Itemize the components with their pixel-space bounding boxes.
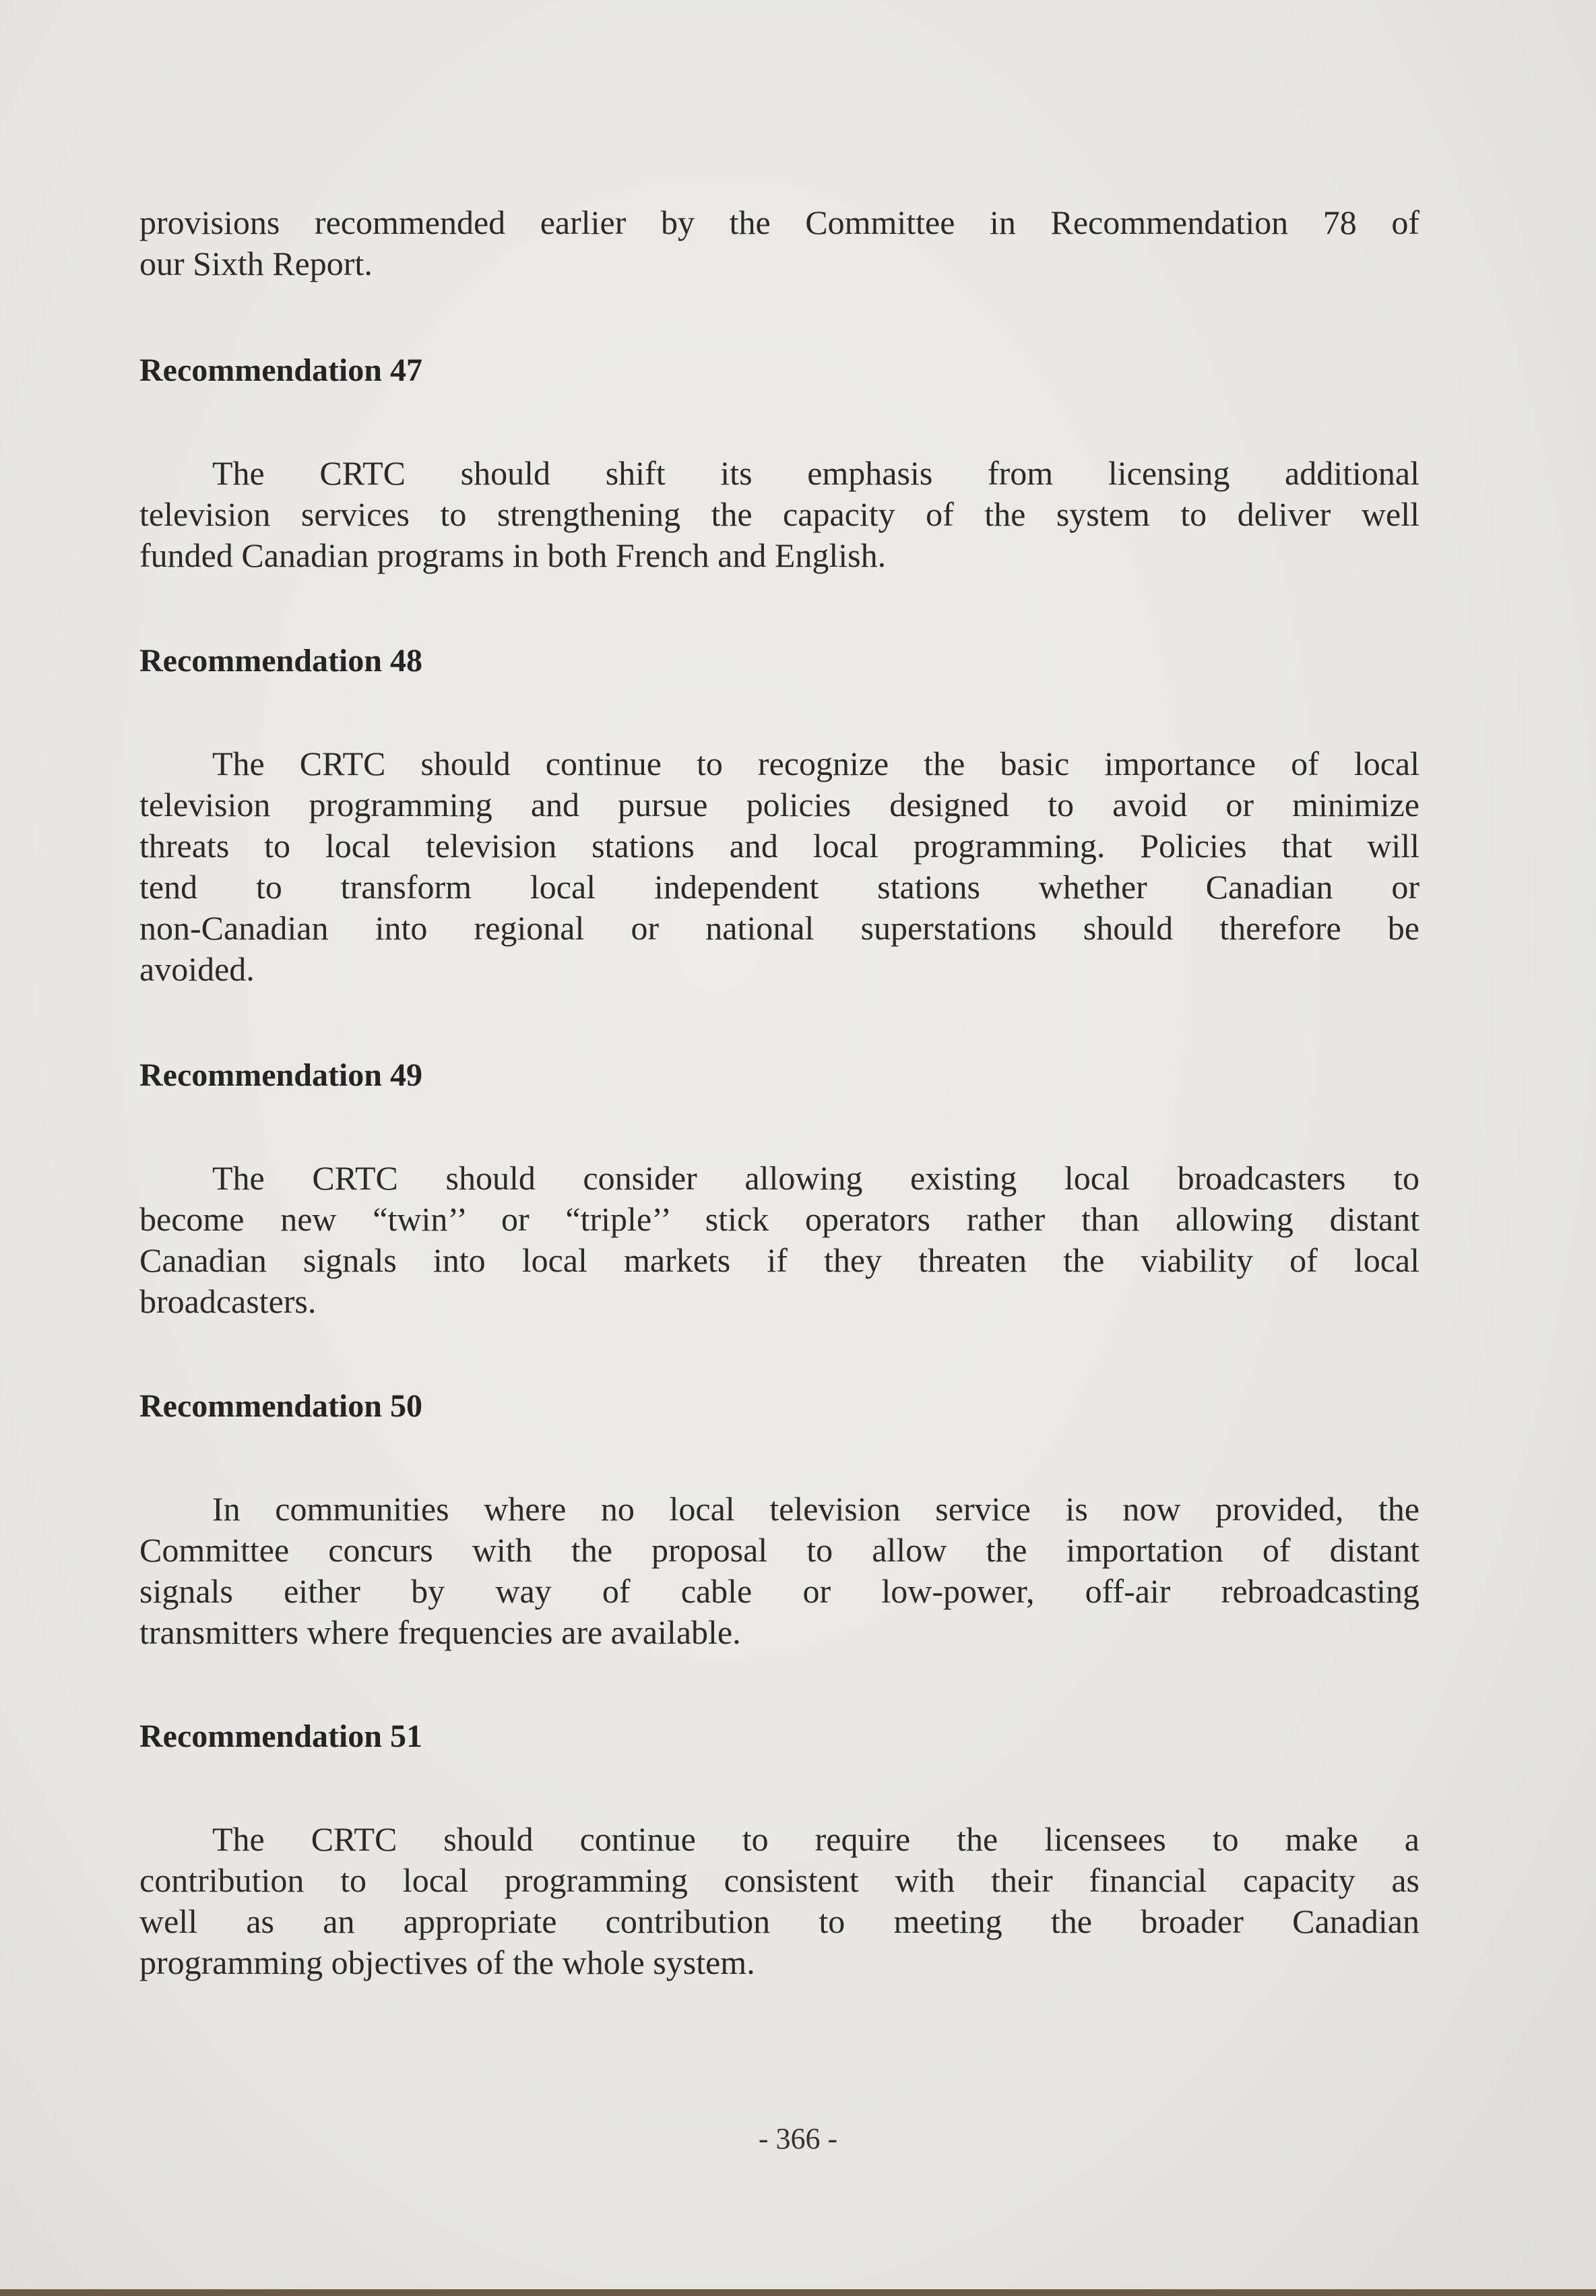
recommendation-heading: Recommendation 51 [139,1718,422,1754]
text-line: become new “twin’’ or “triple’’ stick operators rather than allowing distant [139,1200,1419,1238]
text-line: The CRTC should consider allowing existing local broadcasters to [212,1159,1419,1197]
recommendation-heading: Recommendation 48 [139,643,422,679]
text-line: television services to strengthening the capacity of the system to deliver well [139,495,1419,533]
text-line: The CRTC should continue to require the licensees to make a [212,1820,1419,1858]
text-line: contribution to local programming consistent with their financial capacity as [139,1861,1419,1899]
recommendation-text [139,743,1419,990]
text-line: programming objectives of the whole system. [139,1944,755,1981]
text-line: transmitters where frequencies are available. [139,1613,741,1651]
recommendation-51 [139,1716,1419,1983]
text-line: signals either by way of cable or low-power, off-air rebroadcasting [139,1572,1419,1610]
text-line: Committee concurs with the proposal to allow the importation of distant [139,1531,1419,1569]
text-line: threats to local television stations and local programming. Policies that will [139,827,1419,865]
text-line: well as an appropriate contribution to meeting the broader Canadian [139,1902,1419,1940]
page-bottom-edge [0,2289,1596,2296]
recommendation-heading: Recommendation 49 [139,1057,422,1093]
recommendation-49 [139,1055,1419,1322]
intro-paragraph [139,202,1419,284]
text-line: In communities where no local television service is now provided, the [212,1490,1419,1528]
recommendation-48 [139,641,1419,990]
recommendation-text [139,1489,1419,1653]
text-line: broadcasters. [139,1282,317,1320]
text-line: The CRTC should shift its emphasis from licensing additional [212,454,1419,492]
text-line: funded Canadian programs in both French and English. [139,536,887,574]
page-number: - 366 - [758,2122,838,2155]
text-line: television programming and pursue policies designed to avoid or minimize [139,786,1419,824]
recommendation-text [139,453,1419,576]
recommendation-heading: Recommendation 47 [139,352,422,388]
recommendation-heading: Recommendation 50 [139,1388,422,1424]
intro-text [139,202,1419,284]
recommendation-47 [139,350,1419,576]
text-line: Canadian signals into local markets if they threaten the viability of local [139,1241,1419,1279]
text-line: provisions recommended earlier by the Committee in Recommendation 78 of [139,204,1419,241]
recommendation-text [139,1819,1419,1983]
recommendation-text [139,1158,1419,1322]
text-line: our Sixth Report. [139,245,373,282]
text-line: non-Canadian into regional or national superstations should therefore be [139,909,1419,947]
text-line: avoided. [139,950,255,988]
recommendation-50 [139,1386,1419,1653]
text-line: tend to transform local independent stations whether Canadian or [139,868,1419,906]
text-line: The CRTC should continue to recognize the basic importance of local [212,745,1419,782]
